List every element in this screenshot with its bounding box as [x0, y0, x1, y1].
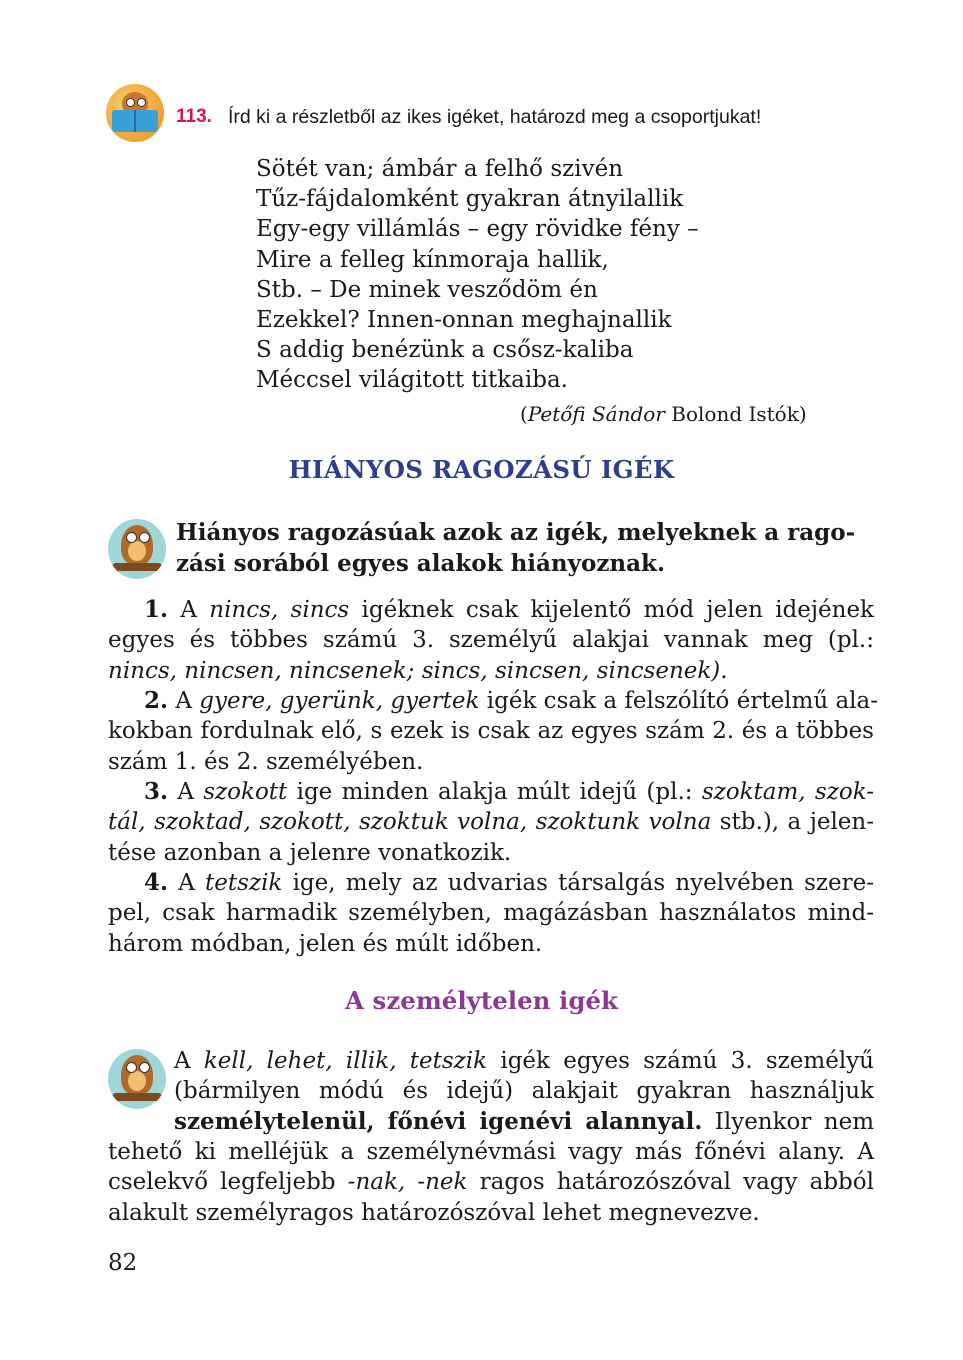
poem-source: (Petőfi Sándor Bolond Istók): [520, 402, 807, 426]
paragraph-2: 2. A gyere, gyerünk, gyertek igék csak a felszólító értelmű ala- kokban fordulnak elő, s ezek is csak az egyes szám 2. és a többes szám 1. és 2. személyében.: [108, 687, 879, 775]
exercise-instruction: Írd ki a részletből az ikes igéket, határozd meg a csoportjukat!: [228, 106, 762, 128]
reading-owl-icon: [106, 84, 164, 142]
owl-icon: [108, 519, 166, 579]
definition-rule: Hiányos ragozásúak azok az igék, melyeknek a rago- zási sorából egyes alakok hiányoznak.: [176, 519, 856, 577]
poem-line: Stb. – De minek vesződöm én: [256, 276, 598, 303]
poem-line: Mire a felleg kínmoraja hallik,: [256, 246, 609, 273]
poem-line: Sötét van; ámbár a felhő szivén: [256, 156, 624, 182]
exercise-header: [106, 84, 906, 144]
poem-line: S addig benézünk a csősz-kaliba: [256, 337, 634, 364]
paragraph-4: 4. A tetszik ige, mely az udvarias társalgás nyelvében szere- pel, csak harmadik személyben, magázásban használatos mind- három módban, jelen és múlt időben.: [108, 869, 875, 957]
paragraph-3: 3. A szokott ige minden alakja múlt idejű (pl.: szoktam, szok- tál, szoktad, szokott, szoktuk volna, szoktunk volna stb.), a jelen- tése azonban a jelenre vonatkozik.: [108, 778, 874, 866]
paragraph-1: 1. A nincs, sincs igéknek csak kijelentő mód jelen idejének egyes és többes számú 3. személyű alakjai vannak meg (pl.: nincs, nincsen, nincsenek; sincs, sincsen, sincsenek).: [108, 596, 874, 684]
poem-line: Tűz-fájdalomként gyakran átnyilallik: [256, 186, 684, 213]
poem-work: Bolond Istók): [664, 402, 807, 426]
owl-icon: [108, 1049, 166, 1109]
poem-line: Egy-egy villámlás – egy rövidke fény –: [256, 216, 699, 243]
exercise-number: 113.: [176, 106, 212, 127]
poem-excerpt: [256, 154, 699, 396]
section-heading: HIÁNYOS RAGOZÁSÚ IGÉK: [288, 455, 675, 484]
poem-author: Petőfi Sándor: [527, 402, 665, 426]
page-number: 82: [108, 1250, 138, 1276]
impersonal-paragraph-bottom: tehető ki melléjük a személynévmási vagy más főnévi alany. A cselekvő legfeljebb -nak, -nek ragos határozószóval vagy abból alakult személyragos határozószóval lehet megnevezve.: [108, 1139, 874, 1226]
impersonal-paragraph-top: A kell, lehet, illik, tetszik igék egyes számú 3. személyű (bármilyen módú és idejű) alakjait gyakran használjuk személytelenül, főnévi igenévi alannyal. Ilyenkor nem: [174, 1048, 875, 1135]
subsection-heading: A személytelen igék: [344, 986, 619, 1015]
poem-line: Méccsel világitott titkaiba.: [256, 367, 568, 394]
poem-line: Ezekkel? Innen-onnan meghajnallik: [256, 307, 672, 334]
